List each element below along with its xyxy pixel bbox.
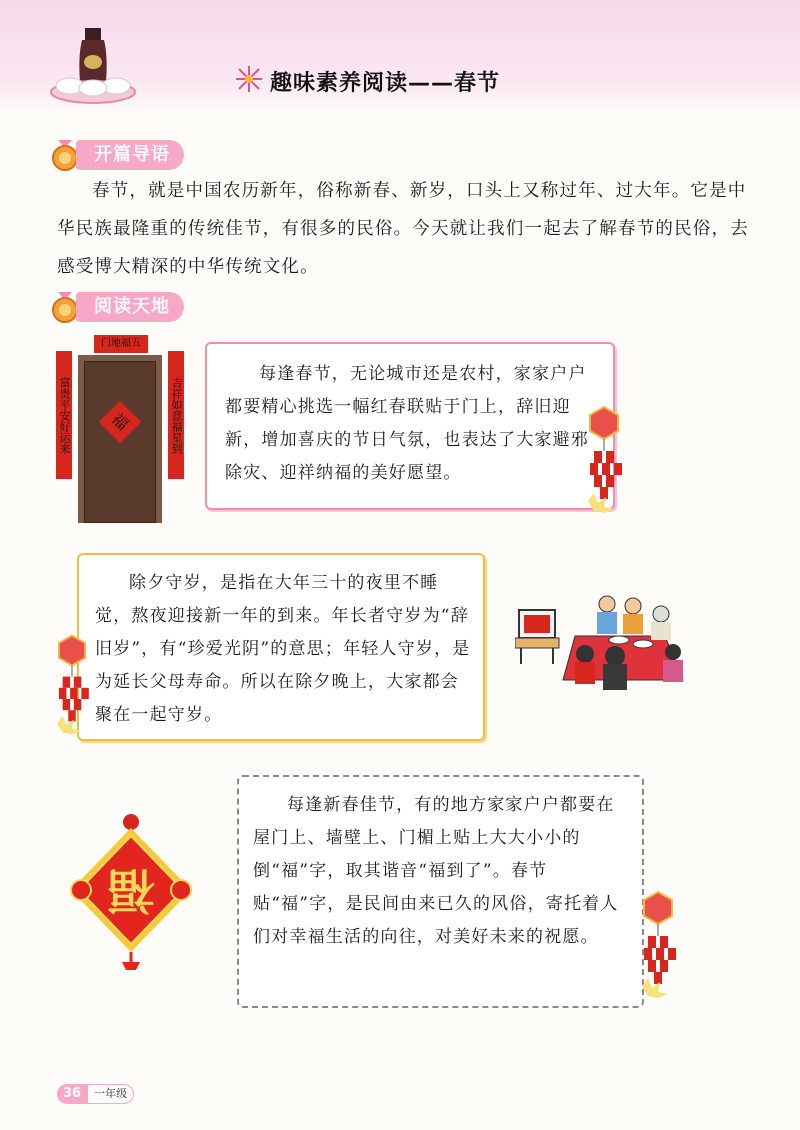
door-couplets-image	[50, 335, 190, 525]
door-frame	[78, 355, 162, 523]
upside-down-fu-glyph: 福	[106, 862, 156, 918]
firecracker-icon	[574, 405, 634, 515]
new-year-eve-passage-box	[77, 553, 485, 741]
section-title-reading: 阅读天地	[76, 292, 184, 322]
firecracker-icon	[44, 630, 100, 740]
page-footer	[57, 1082, 134, 1102]
dumpling-dish-icon	[48, 26, 138, 106]
door-top-scroll: 门地福五	[94, 335, 148, 353]
new-year-eve-passage: 除夕守岁，是指在大年三十的夜里不睡觉，熬夜迎接新一年的到来。年长者守岁为“辞旧岁”，有“珍爱光阴”的意思；年轻人守岁，是为延长父母寿命。所以在除夕晚上，大家都会聚在一起守岁。	[95, 573, 471, 725]
firecracker-icon	[628, 890, 688, 1000]
fu-character-passage: 每逢新春佳节，有的地方家家户户都要在屋门上、墙壁上、门楣上贴上大大小小的倒“福”字，取其谐音“福到了”。春节贴“福”字，是民间由来已久的风俗，寄托着人们对幸福生活的向往，对美好未来的祝愿。	[253, 795, 619, 947]
couplets-passage: 每逢春节，无论城市还是农村，家家户户都要精心挑选一幅红春联贴于门上，辞旧迎新，增加喜庆的节日气氛，也表达了大家避邪除灾、迎祥纳福的美好愿望。	[225, 364, 589, 483]
intro-paragraph: 春节，就是中国农历新年，俗称新春、新岁，口头上又称过年、过大年。它是中华民族最隆重的传统佳节，有很多的民俗。今天就让我们一起去了解春节的民俗，去感受博大精深的中华传统文化。	[57, 181, 749, 277]
couplets-passage-box	[205, 342, 615, 510]
door-left-couplet: 富贵平安好运来	[56, 351, 72, 479]
section-title-intro: 开篇导语	[76, 140, 184, 170]
door-fu-sign: 福	[99, 401, 141, 443]
intro-text	[57, 172, 757, 286]
fu-character-decoration	[56, 810, 206, 970]
fu-character-passage-box	[237, 775, 644, 1008]
family-dinner-illustration	[515, 590, 695, 700]
section-tag-intro	[48, 138, 218, 172]
grade-label: 一年级	[87, 1084, 134, 1104]
firework-flower-icon	[234, 64, 264, 94]
door-right-couplet: 吉祥如意福星到	[168, 351, 184, 479]
section-tag-reading	[48, 290, 218, 324]
page-title: 趣味素养阅读——春节	[270, 71, 501, 96]
page-number: 36	[57, 1084, 87, 1104]
